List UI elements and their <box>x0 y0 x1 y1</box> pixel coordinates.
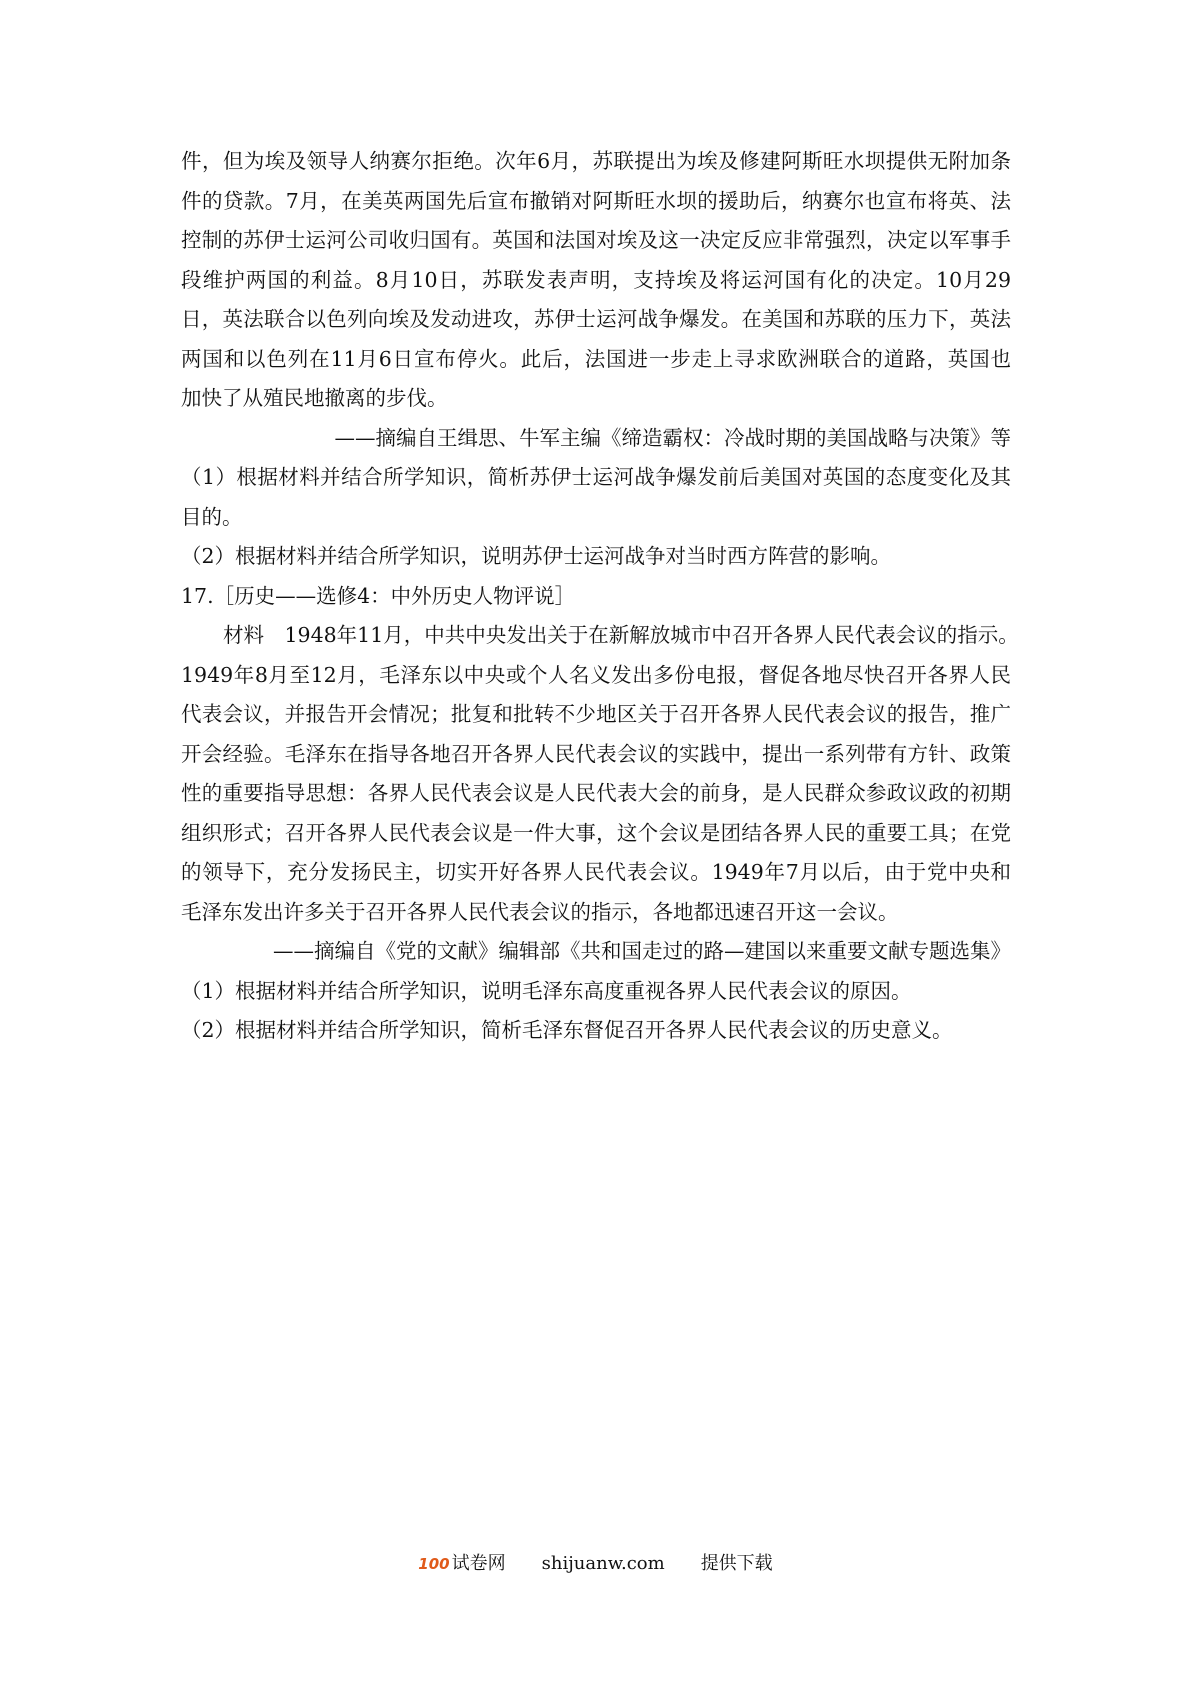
source-citation: ——摘编自《党的文献》编辑部《共和国走过的路—建国以来重要文献专题选集》 <box>273 939 1011 963</box>
source-citation: ——摘编自王缉思、牛军主编《缔造霸权：冷战时期的美国战略与决策》等 <box>334 425 1011 450</box>
material-line: 毛泽东发出许多关于召开各界人民代表会议的指示，各地都迅速召开这一会议。 <box>181 899 899 924</box>
question-17-1: （1）根据材料并结合所学知识，说明毛泽东高度重视各界人民代表会议的原因。 <box>181 978 912 1003</box>
document-body <box>181 142 1019 1051</box>
material-line: 1949年8月至12月，毛泽东以中央或个人名义发出多份电报，督促各地尽快召开各界人民 <box>181 662 1011 687</box>
material-line: 材料 1948年11月，中共中央发出关于在新解放城市中召开各界人民代表会议的指示。 <box>223 623 1019 647</box>
question-17-heading: 17.［历史——选修4：中外历史人物评说］ <box>181 583 576 608</box>
question-16-2: （2）根据材料并结合所学知识，说明苏伊士运河战争对当时西方阵营的影响。 <box>181 544 892 568</box>
passage-line: 日，英法联合以色列向埃及发动进攻，苏伊士运河战争爆发。在美国和苏联的压力下，英法 <box>181 307 1011 331</box>
material-line: 组织形式；召开各界人民代表会议是一件大事，这个会议是团结各界人民的重要工具；在党 <box>181 820 1011 845</box>
material-line: 的领导下，充分发扬民主，切实开好各界人民代表会议。1949年7月以后，由于党中央和 <box>181 860 1011 884</box>
question-16-1: （1）根据材料并结合所学知识，简析苏伊士运河战争爆发前后美国对英国的态度变化及其 <box>181 465 1011 489</box>
site-logo: 100 <box>418 1555 450 1573</box>
material-line: 代表会议，并报告开会情况；批复和批转不少地区关于召开各界人民代表会议的报告，推广 <box>181 702 1011 726</box>
footer-note: 提供下载 <box>700 1553 773 1574</box>
question-17-2: （2）根据材料并结合所学知识，简析毛泽东督促召开各界人民代表会议的历史意义。 <box>181 1018 953 1042</box>
passage-line: 件，但为埃及领导人纳赛尔拒绝。次年6月，苏联提出为埃及修建阿斯旺水坝提供无附加条 <box>181 149 1011 173</box>
material-line: 开会经验。毛泽东在指导各地召开各界人民代表会议的实践中，提出一系列带有方针、政策 <box>181 741 1011 766</box>
passage-line: 加快了从殖民地撤离的步伐。 <box>181 386 448 410</box>
passage-line: 两国和以色列在11月6日宣布停火。此后，法国进一步走上寻求欧洲联合的道路，英国也 <box>181 346 1011 371</box>
passage-line: 控制的苏伊士运河公司收归国有。英国和法国对埃及这一决定反应非常强烈，决定以军事手 <box>181 228 1011 252</box>
passage-line: 段维护两国的利益。8月10日，苏联发表声明，支持埃及将运河国有化的决定。10月29 <box>181 267 1011 292</box>
material-line: 性的重要指导思想：各界人民代表会议是人民代表大会的前身，是人民群众参政议政的初期 <box>181 781 1011 805</box>
page-footer <box>0 1552 1191 1576</box>
site-domain-link[interactable]: shijuanw.com <box>541 1553 665 1574</box>
site-name: 试卷网 <box>451 1553 506 1574</box>
question-16-1-cont: 目的。 <box>181 504 243 529</box>
passage-line: 件的贷款。7月，在美英两国先后宣布撤销对阿斯旺水坝的援助后，纳赛尔也宣布将英、法 <box>181 188 1011 213</box>
